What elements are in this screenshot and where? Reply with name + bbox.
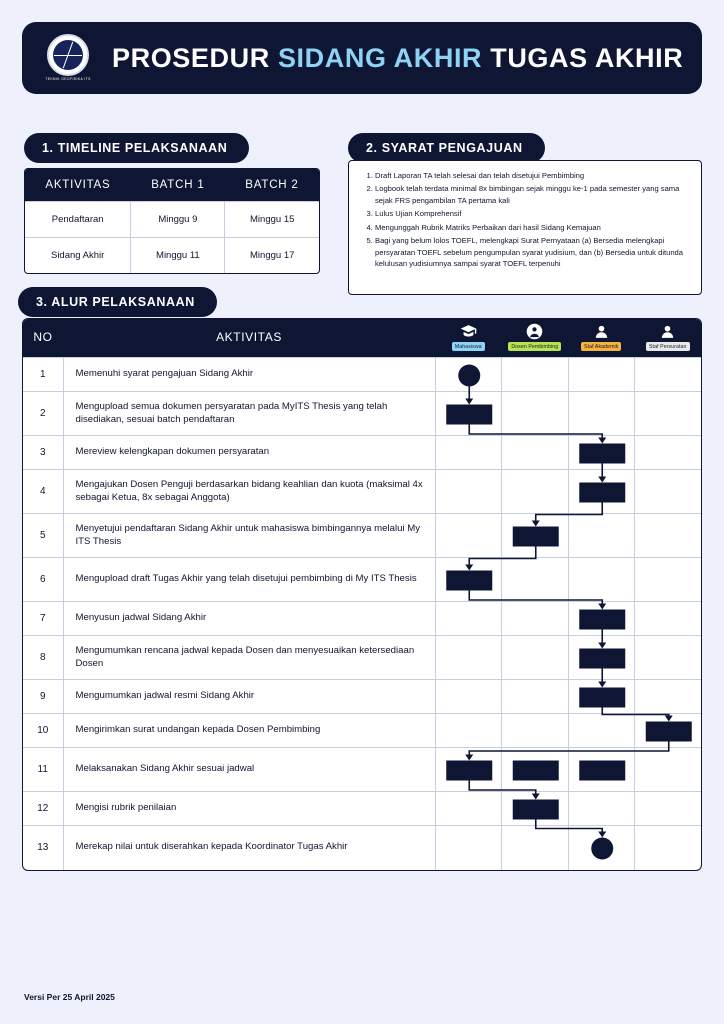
flow-lane-cell-akademik bbox=[568, 436, 635, 470]
flow-lane-cell-persuratan bbox=[635, 392, 702, 436]
flow-lane-cell-akademik bbox=[568, 602, 635, 636]
timeline-header-batch1: BATCH 1 bbox=[131, 169, 225, 202]
table-row bbox=[23, 558, 701, 602]
section-label-timeline: 1. TIMELINE PELAKSANAAN bbox=[24, 133, 249, 163]
timeline-cell-activity: Pendaftaran bbox=[25, 202, 131, 238]
page-title-part-a: PROSEDUR bbox=[112, 42, 278, 73]
page-title-part-c: TUGAS AKHIR bbox=[482, 42, 684, 73]
flow-lane-label: Staf Persuratan bbox=[646, 342, 690, 351]
flow-row-no: 2 bbox=[23, 392, 63, 436]
flow-row-activity: Mengupload draft Tugas Akhir yang telah disetujui pembimbing di My ITS Thesis bbox=[63, 558, 435, 602]
timeline-cell-batch2: Minggu 17 bbox=[225, 238, 319, 274]
flow-lane-cell-persuratan bbox=[635, 680, 702, 714]
flow-row-activity: Memenuhi syarat pengajuan Sidang Akhir bbox=[63, 358, 435, 392]
flow-lane-cell-mahasiswa bbox=[435, 602, 502, 636]
flow-lane-cell-mahasiswa bbox=[435, 436, 502, 470]
flow-row-activity: Mengirimkan surat undangan kepada Dosen Pembimbing bbox=[63, 714, 435, 748]
flow-lane-label: Dosen Pembimbing bbox=[508, 342, 561, 351]
flow-row-no: 13 bbox=[23, 826, 63, 870]
flow-table bbox=[22, 318, 702, 871]
flow-row-activity: Mengisi rubrik penilaian bbox=[63, 792, 435, 826]
flow-lane-cell-dosen bbox=[502, 358, 569, 392]
flow-row-no: 3 bbox=[23, 436, 63, 470]
flow-lane-cell-akademik bbox=[568, 680, 635, 714]
section-label-alur: 3. ALUR PELAKSANAAN bbox=[18, 287, 217, 317]
timeline-table bbox=[24, 168, 320, 274]
flow-row-no: 8 bbox=[23, 636, 63, 680]
section-label-syarat: 2. SYARAT PENGAJUAN bbox=[348, 133, 545, 163]
timeline-header-row bbox=[25, 169, 319, 202]
flow-lane-cell-mahasiswa bbox=[435, 826, 502, 870]
table-row bbox=[23, 636, 701, 680]
timeline-cell-batch1: Minggu 9 bbox=[131, 202, 225, 238]
timeline-header-aktivitas: AKTIVITAS bbox=[25, 169, 131, 202]
flow-lane-cell-dosen bbox=[502, 826, 569, 870]
flow-lane-dosen-pembimbing bbox=[502, 319, 569, 358]
flow-row-no: 10 bbox=[23, 714, 63, 748]
flow-lane-cell-persuratan bbox=[635, 558, 702, 602]
flow-row-activity: Mengupload semua dokumen persyaratan pada MyITS Thesis yang telah disediakan, sesuai batch pendaftaran bbox=[63, 392, 435, 436]
flow-row-no: 6 bbox=[23, 558, 63, 602]
flow-lane-cell-dosen bbox=[502, 602, 569, 636]
flow-lane-cell-persuratan bbox=[635, 602, 702, 636]
flow-lane-cell-persuratan bbox=[635, 792, 702, 826]
timeline-header-batch2: BATCH 2 bbox=[225, 169, 319, 202]
flow-lane-cell-persuratan bbox=[635, 358, 702, 392]
flow-lane-cell-dosen bbox=[502, 558, 569, 602]
table-row bbox=[23, 714, 701, 748]
flow-lane-cell-mahasiswa bbox=[435, 558, 502, 602]
flow-lane-cell-dosen bbox=[502, 748, 569, 792]
flow-header-no: NO bbox=[23, 319, 63, 358]
page-header bbox=[22, 22, 702, 94]
logo-emblem-icon bbox=[47, 34, 89, 76]
flow-lane-cell-persuratan bbox=[635, 436, 702, 470]
flow-lane-cell-dosen bbox=[502, 470, 569, 514]
lecturer-icon bbox=[526, 323, 543, 340]
flow-lane-label: Staf Akademik bbox=[581, 342, 621, 351]
table-row bbox=[23, 358, 701, 392]
timeline-cell-batch2: Minggu 15 bbox=[225, 202, 319, 238]
flow-row-no: 12 bbox=[23, 792, 63, 826]
flow-row-no: 5 bbox=[23, 514, 63, 558]
table-row bbox=[23, 826, 701, 870]
flow-row-activity: Mereview kelengkapan dokumen persyaratan bbox=[63, 436, 435, 470]
flow-row-no: 4 bbox=[23, 470, 63, 514]
page-title-part-b: SIDANG AKHIR bbox=[277, 42, 483, 73]
mail-staff-icon bbox=[659, 323, 676, 340]
flow-lane-cell-dosen bbox=[502, 392, 569, 436]
flow-row-activity: Mengajukan Dosen Penguji berdasarkan bidang keahlian dan kuota (maksimal 4x sebagai Ketua, 8x sebagai Anggota) bbox=[63, 470, 435, 514]
flow-lane-staf-akademik bbox=[568, 319, 635, 358]
syarat-list-box bbox=[348, 160, 702, 295]
flow-lane-cell-persuratan bbox=[635, 748, 702, 792]
flow-lane-cell-akademik bbox=[568, 714, 635, 748]
flow-lane-cell-mahasiswa bbox=[435, 792, 502, 826]
flow-lane-cell-mahasiswa bbox=[435, 636, 502, 680]
flow-lane-cell-persuratan bbox=[635, 826, 702, 870]
flow-lane-cell-persuratan bbox=[635, 470, 702, 514]
table-row bbox=[23, 470, 701, 514]
timeline-cell-activity: Sidang Akhir bbox=[25, 238, 131, 274]
flow-lane-cell-dosen bbox=[502, 636, 569, 680]
table-row bbox=[23, 680, 701, 714]
table-row bbox=[23, 748, 701, 792]
logo-caption: TEKNIK GEOFISIKA ITS bbox=[45, 77, 91, 82]
flow-lane-cell-mahasiswa bbox=[435, 748, 502, 792]
flow-row-no: 1 bbox=[23, 358, 63, 392]
flow-row-activity: Mengumumkan jadwal resmi Sidang Akhir bbox=[63, 680, 435, 714]
flow-lane-cell-mahasiswa bbox=[435, 714, 502, 748]
flow-row-activity: Merekap nilai untuk diserahkan kepada Koordinator Tugas Akhir bbox=[63, 826, 435, 870]
flow-lane-cell-mahasiswa bbox=[435, 680, 502, 714]
flow-lane-cell-akademik bbox=[568, 358, 635, 392]
flow-lane-cell-persuratan bbox=[635, 514, 702, 558]
flow-row-no: 11 bbox=[23, 748, 63, 792]
flow-lane-cell-akademik bbox=[568, 748, 635, 792]
flow-row-activity: Melaksanakan Sidang Akhir sesuai jadwal bbox=[63, 748, 435, 792]
timeline-cell-batch1: Minggu 11 bbox=[131, 238, 225, 274]
graduate-icon bbox=[460, 323, 477, 340]
flow-row-activity: Mengumumkan rencana jadwal kepada Dosen dan menyesuaikan ketersediaan Dosen bbox=[63, 636, 435, 680]
flow-lane-cell-akademik bbox=[568, 558, 635, 602]
flow-row-activity: Menyetujui pendaftaran Sidang Akhir untuk mahasiswa bimbingannya melalui My ITS Thesis bbox=[63, 514, 435, 558]
flow-lane-staf-persuratan bbox=[635, 319, 702, 358]
table-row bbox=[25, 238, 319, 274]
table-row bbox=[23, 436, 701, 470]
flow-lane-label: Mahasiswa bbox=[452, 342, 485, 351]
flow-lane-cell-dosen bbox=[502, 514, 569, 558]
flow-lane-cell-dosen bbox=[502, 714, 569, 748]
flow-lane-cell-mahasiswa bbox=[435, 514, 502, 558]
table-row bbox=[23, 514, 701, 558]
page-title bbox=[112, 43, 683, 74]
list-item: 2. Logbook telah terdata minimal 8x bimbingan sejak minggu ke-1 pada semester yang sama sejak FRS pengambilan TA pertama kali bbox=[375, 183, 691, 207]
flow-lane-cell-akademik bbox=[568, 392, 635, 436]
table-row bbox=[23, 792, 701, 826]
flow-lane-cell-mahasiswa bbox=[435, 392, 502, 436]
flow-row-activity: Menyusun jadwal Sidang Akhir bbox=[63, 602, 435, 636]
list-item: 4. Mengunggah Rubrik Matriks Perbaikan dari hasil Sidang Kemajuan bbox=[375, 222, 691, 234]
flow-lane-cell-persuratan bbox=[635, 714, 702, 748]
flow-row-no: 7 bbox=[23, 602, 63, 636]
table-row bbox=[23, 602, 701, 636]
flow-lane-cell-mahasiswa bbox=[435, 358, 502, 392]
flow-header-aktivitas: AKTIVITAS bbox=[63, 319, 435, 358]
flow-lane-mahasiswa bbox=[435, 319, 502, 358]
flow-lane-cell-akademik bbox=[568, 636, 635, 680]
table-row bbox=[23, 392, 701, 436]
flow-lane-cell-dosen bbox=[502, 436, 569, 470]
flow-row-no: 9 bbox=[23, 680, 63, 714]
flow-lane-cell-persuratan bbox=[635, 636, 702, 680]
flow-lane-cell-akademik bbox=[568, 792, 635, 826]
list-item: 3. Lulus Ujian Komprehensif bbox=[375, 208, 691, 220]
logo bbox=[40, 30, 96, 86]
staff-icon bbox=[593, 323, 610, 340]
flow-lane-cell-mahasiswa bbox=[435, 470, 502, 514]
flow-header-row bbox=[23, 319, 701, 358]
flow-lane-cell-akademik bbox=[568, 826, 635, 870]
flow-lane-cell-dosen bbox=[502, 680, 569, 714]
version-footer: Versi Per 25 April 2025 bbox=[24, 992, 115, 1002]
table-row bbox=[25, 202, 319, 238]
flow-lane-cell-akademik bbox=[568, 470, 635, 514]
list-item: 1. Draft Laporan TA telah selesai dan telah disetujui Pembimbing bbox=[375, 170, 691, 182]
list-item: 5. Bagi yang belum lolos TOEFL, melengkapi Surat Pernyataan (a) Bersedia melengkapi persyaratan TOEFL sebelum pengumpulan syarat yudisium, dan (b) Bersedia untuk ditunda kelulusan yudisiumnya sampai syarat TOEFL terpenuhi bbox=[375, 235, 691, 270]
flow-lane-cell-akademik bbox=[568, 514, 635, 558]
flow-lane-cell-dosen bbox=[502, 792, 569, 826]
